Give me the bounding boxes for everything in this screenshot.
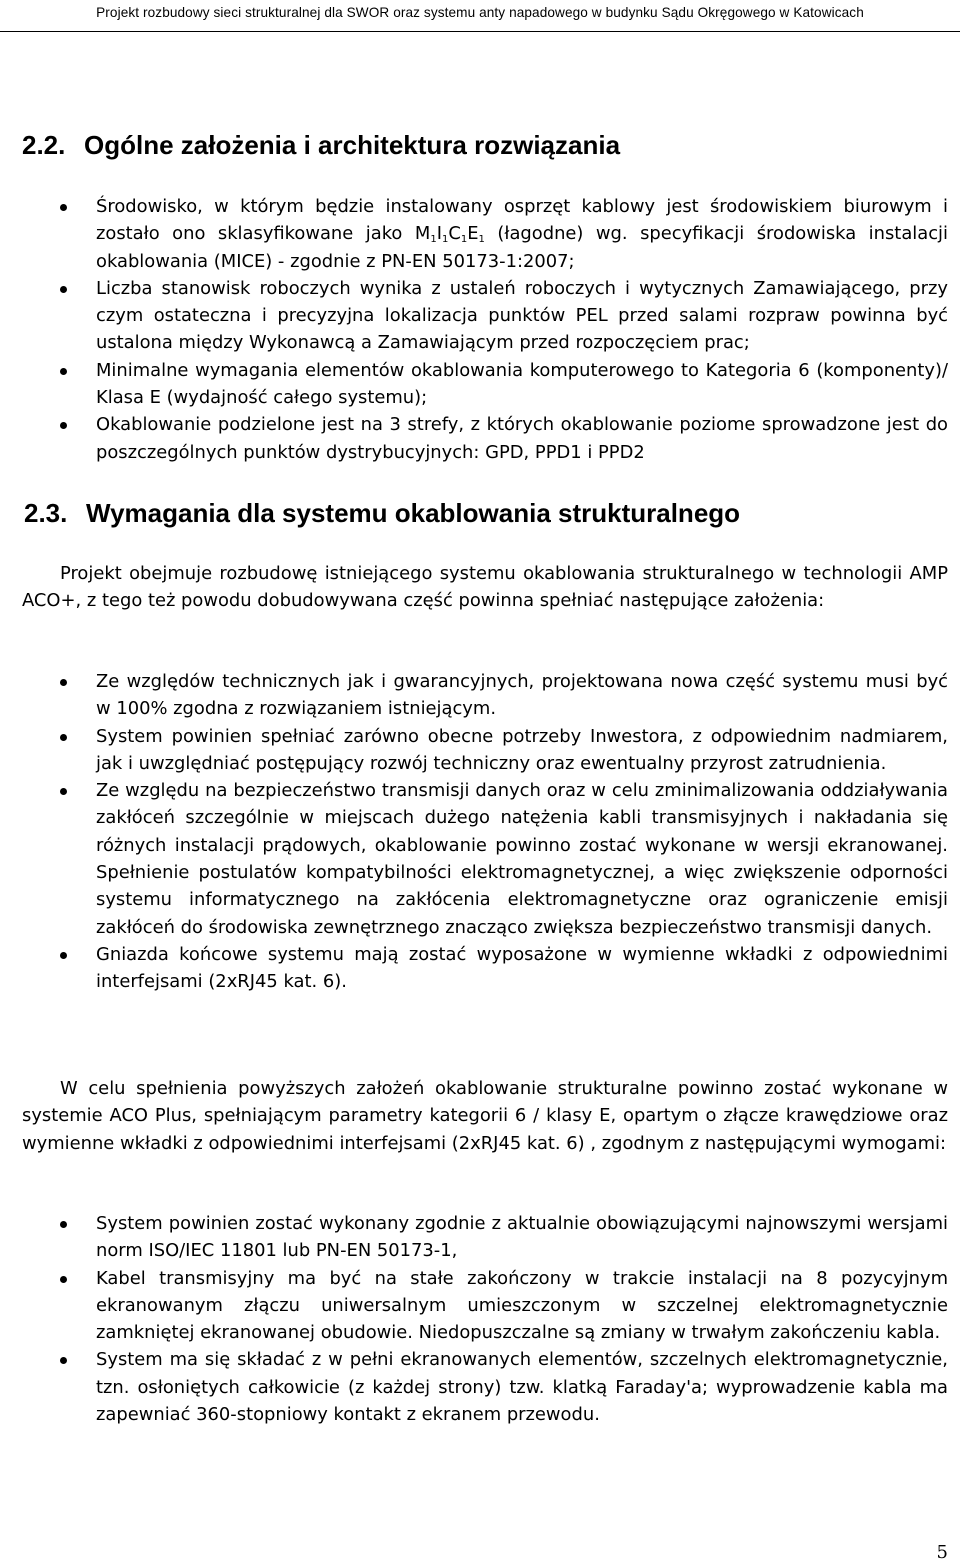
class-subscript: 1: [460, 234, 468, 246]
list-item-text: Kabel transmisyjny ma być na stałe zakończony w trakcie instalacji na 8 pozycyjnym ekranowanym złączu uniwersalnym umieszczonym w szczelnej elektromagnetycznie zamkniętej ekranowanej obudowie. Niedopuszczalne są zmiany w trwałym zakończeniu kabla.: [96, 1267, 948, 1344]
bullet-icon: [60, 286, 67, 293]
list-item-text: System powinien spełniać zarówno obecne potrzeby Inwestora, z odpowiednim nadmiarem, jak i uwzględniać postępujący rozwój techniczny oraz ewentualny przyrost zatrudnienia.: [96, 725, 948, 774]
list-item: [0, 723, 960, 778]
list-item-text: Minimalne wymagania elementów okablowania komputerowego to Kategoria 6 (komponenty)/ Klasa E (wydajność całego systemu);: [96, 359, 948, 409]
section-title: Wymagania dla systemu okablowania strukturalnego: [86, 498, 741, 528]
list-item: [0, 275, 960, 357]
list-item: [0, 941, 960, 996]
class-subscript: 1: [478, 234, 485, 246]
running-header: Projekt rozbudowy sieci strukturalnej dla SWOR oraz systemu anty napadowego w budynku Sądu Okręgowego w Katowicach: [0, 0, 960, 32]
list-item: [0, 777, 960, 941]
list-item: [0, 357, 960, 412]
list-item-text: Środowisko, w którym będzie instalowany osprzęt kablowy jest środowiskiem biurowym i zostało ono sklasyfikowane jako: [96, 196, 948, 245]
list-item: [0, 1265, 960, 1347]
class-subscript: 1: [430, 234, 437, 246]
bullet-icon: [60, 1276, 67, 1283]
list-item: [0, 1210, 960, 1265]
class-letter: E: [467, 223, 479, 245]
section-title: Ogólne założenia i architektura rozwiązania: [84, 130, 621, 160]
bullet-icon: [60, 734, 67, 741]
bullet-icon: [60, 368, 67, 375]
section-number: 2.2.: [22, 130, 66, 160]
bullet-icon: [60, 1357, 67, 1364]
bullet-icon: [60, 788, 67, 795]
class-letter: I: [436, 223, 442, 245]
page-number: 5: [936, 1542, 948, 1563]
section-heading-2-2: [22, 130, 620, 161]
section-number: 2.3.: [24, 498, 68, 528]
bullet-icon: [60, 679, 67, 686]
list-item-text: Gniazda końcowe systemu mają zostać wyposażone w wymienne wkładki z odpowiednimi interfejsami (2xRJ45 kat. 6).: [96, 943, 948, 993]
class-letter: M: [414, 223, 431, 245]
list-item: [0, 668, 960, 723]
list-item: [0, 411, 960, 466]
list-item: [0, 1346, 960, 1428]
list-item-text: Ze względów technicznych jak i gwarancyjnych, projektowana nowa część systemu musi być w 100% zgodna z rozwiązaniem istniejącym.: [96, 671, 948, 720]
section-heading-2-3: [24, 498, 740, 529]
list-item-text: Liczba stanowisk roboczych wynika z ustaleń roboczych i wytycznych Zamawiającego, przy czym ostateczna i precyzyjna lokalizacja punktów PEL przed salami rozpraw powinna być ustalona między Wykonawcą a Zamawiającym przed rozpoczęciem prac;: [96, 277, 948, 354]
system-paragraph: W celu spełnienia powyższych założeń okablowanie strukturalne powinno zostać wykonane w systemie ACO Plus, spełniającym parametry kategorii 6 / klasy E, opartym o złącze krawędziowe oraz wymienne wkładki z odpowiednimi interfejsami (2xRJ45 kat. 6) , zgodnym z następującymi wymogami:: [22, 1078, 948, 1154]
bullet-list-assumptions: [0, 193, 960, 466]
list-item-text: System powinien zostać wykonany zgodnie z aktualnie obowiązującymi najnowszymi wersjami norm ISO/IEC 11801 lub PN-EN 50173-1,: [96, 1213, 948, 1262]
list-item-text: (łagodne) wg. specyfikacji środowiska instalacji okablowania (MICE) - zgodnie z PN-EN 50173-1:2007;: [96, 223, 948, 272]
list-item-text: Okablowanie podzielone jest na 3 strefy, z których okablowanie poziome sprowadzone jest do poszczególnych punktów dystrybucyjnych: GPD, PPD1 i PPD2: [96, 414, 948, 463]
bullet-list-system-requirements: [0, 1210, 960, 1428]
list-item: [0, 193, 960, 275]
bullet-icon: [60, 204, 67, 211]
class-letter: C: [448, 223, 461, 245]
list-item-text: Ze względu na bezpieczeństwo transmisji danych oraz w celu zminimalizowania oddziaływania zakłóceń szczególnie w miejscach dużego natężenia kabli transmisyjnych i nakładania się różnych instalacji prądowych, okablowanie powinno zostać wykonane w wersji ekranowanej. Spełnienie postulatów kompatybilności elektromagnetycznej, a więc zwiększenie odporności systemu informatycznego na zakłócenia elektromagnetyczne oraz ograniczenie emisji zakłóceń do środowiska zewnętrznego znacząco zwiększa bezpieczeństwo transmisji danych.: [96, 780, 948, 938]
intro-paragraph: Projekt obejmuje rozbudowę istniejącego systemu okablowania strukturalnego w technologii AMP ACO+, z tego też powodu dobudowywana część powinna spełniać następujące założenia:: [22, 563, 948, 612]
class-subscript: 1: [441, 234, 449, 246]
bullet-list-requirements: [0, 668, 960, 996]
bullet-icon: [60, 422, 67, 429]
list-item-text: System ma się składać z w pełni ekranowanych elementów, szczelnych elektromagnetycznie, tzn. osłoniętych całkowicie (z każdej strony) tzw. klatką Faraday'a; wyprowadzenie kabla ma zapewniać 360-stopniowy kontakt z ekranem przewodu.: [96, 1349, 948, 1426]
bullet-icon: [60, 952, 67, 959]
bullet-icon: [60, 1221, 67, 1228]
